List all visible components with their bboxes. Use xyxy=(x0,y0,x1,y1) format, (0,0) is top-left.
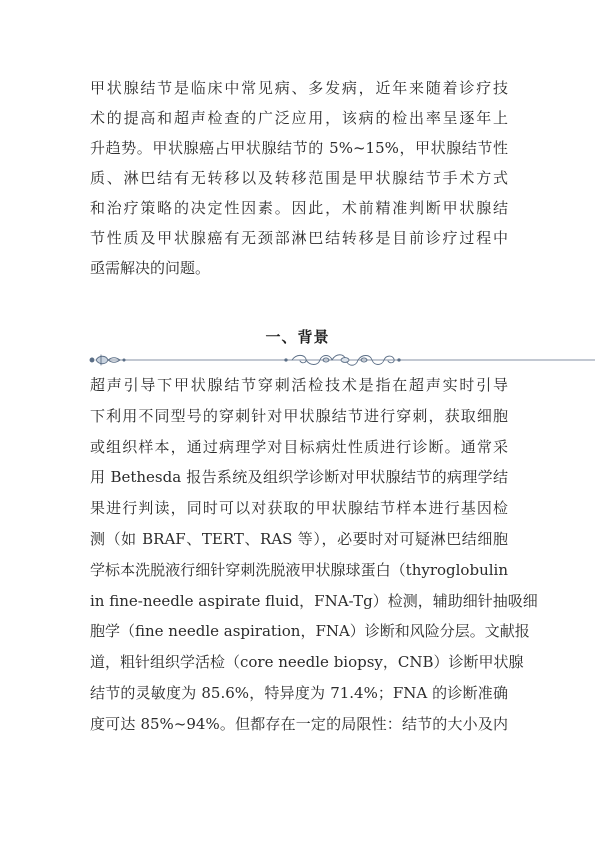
section-paragraph xyxy=(90,370,538,740)
paragraph-line: 甲状腺结节是临床中常见病、多发病，近年来随着诊疗技 xyxy=(90,79,508,97)
paragraph-line: in fine-needle aspirate fluid，FNA-Tg）检测，辅助细针抽吸细 xyxy=(90,591,538,610)
paragraph-line: 亟需解决的问题。 xyxy=(90,259,211,277)
paragraph-line: 节性质及甲状腺癌有无颈部淋巴结转移是目前诊疗过程中 xyxy=(90,229,508,247)
section-heading: 一、背景 xyxy=(265,328,330,346)
paragraph-line: 学标本洗脱液行细针穿刺洗脱液甲状腺球蛋白（thyroglobulin xyxy=(90,560,508,579)
paragraph-line: 度可达 85%~94%。但都存在一定的局限性：结节的大小及内 xyxy=(90,714,508,733)
paragraph-line: 术的提高和超声检查的广泛应用，该病的检出率呈逐年上 xyxy=(90,109,508,127)
paragraph-line: 胞学（fine needle aspiration，FNA）诊断和风险分层。文献报 xyxy=(90,622,530,641)
paragraph-line: 测（如 BRAF、TERT、RAS 等），必要时对可疑淋巴结细胞 xyxy=(90,529,508,548)
paragraph-line: 结节的灵敏度为 85.6%，特异度为 71.4%；FNA 的诊断准确 xyxy=(90,683,508,702)
paragraph-line: 和治疗策略的决定性因素。因此，术前精准判断甲状腺结 xyxy=(90,199,508,217)
ornamental-divider-icon xyxy=(0,348,595,372)
paragraph-line: 果进行判读，同时可以对获取的甲状腺结节样本进行基因检 xyxy=(90,499,508,518)
intro-paragraph xyxy=(90,73,508,283)
paragraph-line: 用 Bethesda 报告系统及组织学诊断对甲状腺结节的病理学结 xyxy=(90,468,508,487)
paragraph-line: 超声引导下甲状腺结节穿刺活检技术是指在超声实时引导 xyxy=(90,376,508,394)
paragraph-line: 或组织样本，通过病理学对目标病灶性质进行诊断。通常采 xyxy=(90,437,508,456)
paragraph-line: 下利用不同型号的穿刺针对甲状腺结节进行穿刺，获取细胞 xyxy=(90,406,508,425)
divider-left-ornament-icon xyxy=(90,355,125,365)
paragraph-line: 质、淋巴结有无转移以及转移范围是甲状腺结节手术方式 xyxy=(90,169,508,187)
paragraph-line: 道，粗针组织学活检（core needle biopsy，CNB）诊断甲状腺 xyxy=(90,653,524,672)
paragraph-line: 升趋势。甲状腺癌占甲状腺结节的 5%~15%，甲状腺结节性 xyxy=(90,139,508,157)
